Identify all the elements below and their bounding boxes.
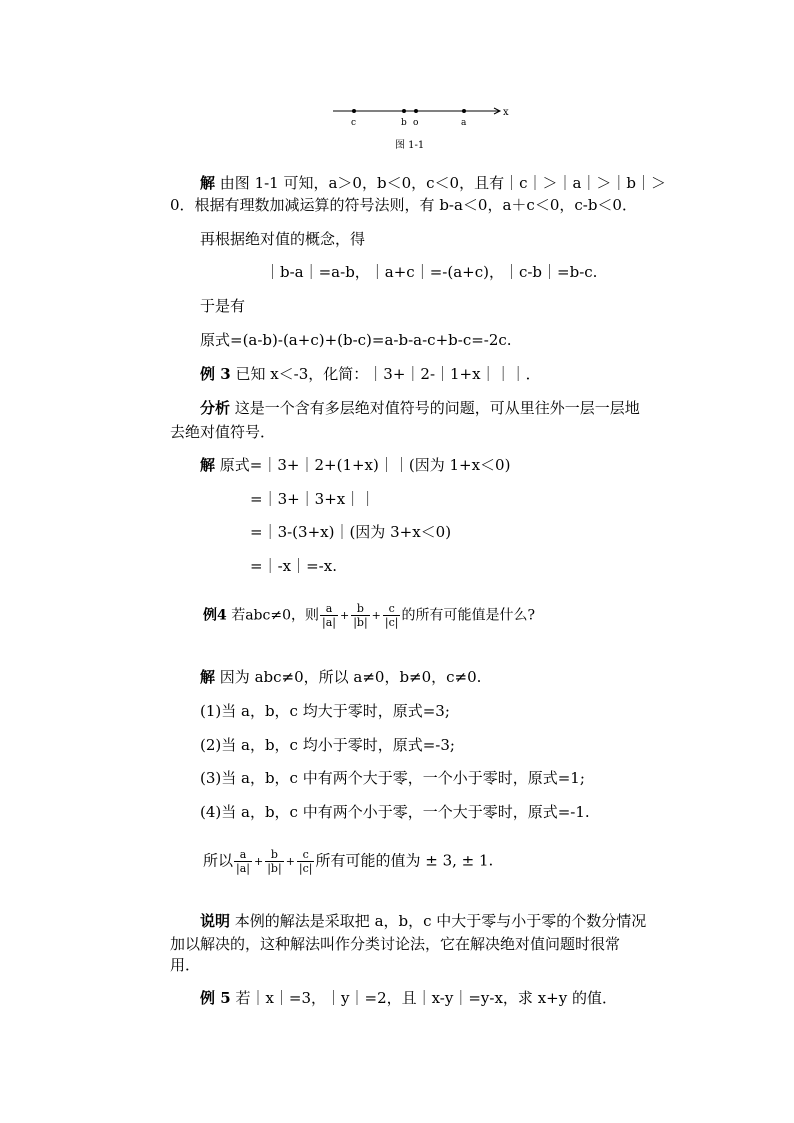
point-c-dot (352, 109, 356, 113)
example-3-analysis-line-1 (200, 398, 640, 418)
figure-caption: 图 1-1 (395, 140, 425, 151)
example-4-solution (200, 667, 481, 687)
point-o-dot (414, 109, 418, 113)
example-4-case-3: (3)当 a，b，c 中有两个大于零，一个小于零时，原式=1; (200, 769, 585, 787)
conclusion-fraction-a: $\frac{a}{|a|}$ (236, 848, 250, 875)
note-line-3: 用． (170, 956, 201, 974)
example-4-label: 例4 (203, 607, 227, 624)
example-4-pre: 若abc≠0，则 (231, 607, 319, 624)
example-4-post: 的所有可能值是什么? (401, 607, 535, 624)
note-label: 说明 (200, 912, 231, 930)
example-3-analysis-line-2: 去绝对值符号． (170, 423, 276, 441)
conclusion-pre: 所以 (203, 851, 234, 870)
solution-1-line-2: 0．根据有理数加减运算的符号法则，有 b-a＜0，a＋c＜0，c-b＜0． (170, 196, 637, 214)
point-a-dot (462, 109, 466, 113)
analysis-label: 分析 (200, 399, 231, 417)
conclusion-post: 所有可能的值为 ± 3, ± 1. (315, 851, 494, 870)
example-4-statement: 例4 若abc≠0，则 $\frac{a}{|a|}$ + $\frac{b}{|b|}$ + $\frac{c}{|c|}$ 的所有可能值是什么? (203, 602, 535, 629)
solution-1-line-5: 于是有 (200, 297, 246, 315)
solution-1-line-4: ｜b-a｜=a-b，｜a+c｜=-(a+c)，｜c-b｜=b-c. (265, 263, 598, 281)
point-o-label: o (413, 118, 419, 128)
number-line-figure (0, 0, 794, 140)
conclusion-fraction-b: $\frac{b}{|b|}$ (267, 848, 282, 875)
example-4-case-2: (2)当 a，b，c 均小于零时，原式=-3; (200, 736, 455, 754)
example-5-label: 例 5 (200, 989, 231, 1007)
note-line-2: 加以解决的，这种解法叫作分类讨论法，它在解决绝对值问题时很常 (170, 935, 621, 953)
point-a-label: a (461, 118, 467, 128)
note-text: 本例的解法是采取把 a，b，c 中大于零与小于零的个数分情况 (234, 912, 647, 930)
solution-1-line-3: 再根据绝对值的概念，得 (200, 230, 366, 248)
example-3-step-4: =｜-x｜=-x. (250, 557, 337, 575)
example-3-step-2: =｜3+｜3+x｜｜ (250, 490, 376, 508)
example-3-statement (200, 364, 541, 384)
point-b-dot (402, 109, 406, 113)
point-b-label: b (401, 118, 407, 128)
example-4-solution-label: 解 (200, 668, 216, 686)
analysis-text: 这是一个含有多层绝对值符号的问题，可从里往外一层一层地 (234, 399, 640, 417)
fraction-a: $\frac{a}{|a|}$ (322, 602, 336, 629)
example-4-case-1: (1)当 a，b，c 均大于零时，原式=3; (200, 702, 450, 720)
note-line-1 (200, 911, 646, 931)
fraction-c: $\frac{c}{|c|}$ (384, 602, 399, 629)
example-3-step-1 (200, 455, 510, 475)
point-c-label: c (351, 118, 357, 128)
axis-var-label: x (503, 107, 509, 118)
example-5-text: 若｜x｜=3，｜y｜=2，且｜x-y｜=y-x，求 x+y 的值． (235, 989, 617, 1007)
example-3-step-1-text: 原式=｜3+｜2+(1+x)｜｜(因为 1+x＜0) (219, 456, 511, 474)
example-3-step-3: =｜3-(3+x)｜(因为 3+x＜0) (250, 523, 452, 541)
solution-1-line-6: 原式=(a-b)-(a+c)+(b-c)=a-b-a-c+b-c=-2c. (200, 331, 512, 349)
solution-1-line-1 (200, 173, 666, 193)
example-4-solution-text: 因为 abc≠0，所以 a≠0，b≠0，c≠0. (219, 668, 482, 686)
fraction-b: $\frac{b}{|b|}$ (353, 602, 368, 629)
example-4-conclusion: 所以 $\frac{a}{|a|}$ + $\frac{b}{|b|}$ + $\frac{c}{|c|}$ 所有可能的值为 ± 3, ± 1. (203, 848, 494, 875)
example-4-case-4: (4)当 a，b，c 中有两个小于零，一个大于零时，原式=-1. (200, 803, 590, 821)
example-3-solution-label: 解 (200, 456, 216, 474)
solution-label: 解 (200, 174, 216, 192)
solution-1-text: 由图 1-1 可知，a＞0，b＜0，c＜0，且有｜c｜＞｜a｜＞｜b｜＞ (219, 174, 667, 192)
example-5-statement (200, 988, 617, 1008)
conclusion-fraction-c: $\frac{c}{|c|}$ (298, 848, 313, 875)
example-3-text: 已知 x＜-3，化简：｜3+｜2-｜1+x｜｜｜． (235, 365, 541, 383)
example-3-label: 例 3 (200, 365, 231, 383)
